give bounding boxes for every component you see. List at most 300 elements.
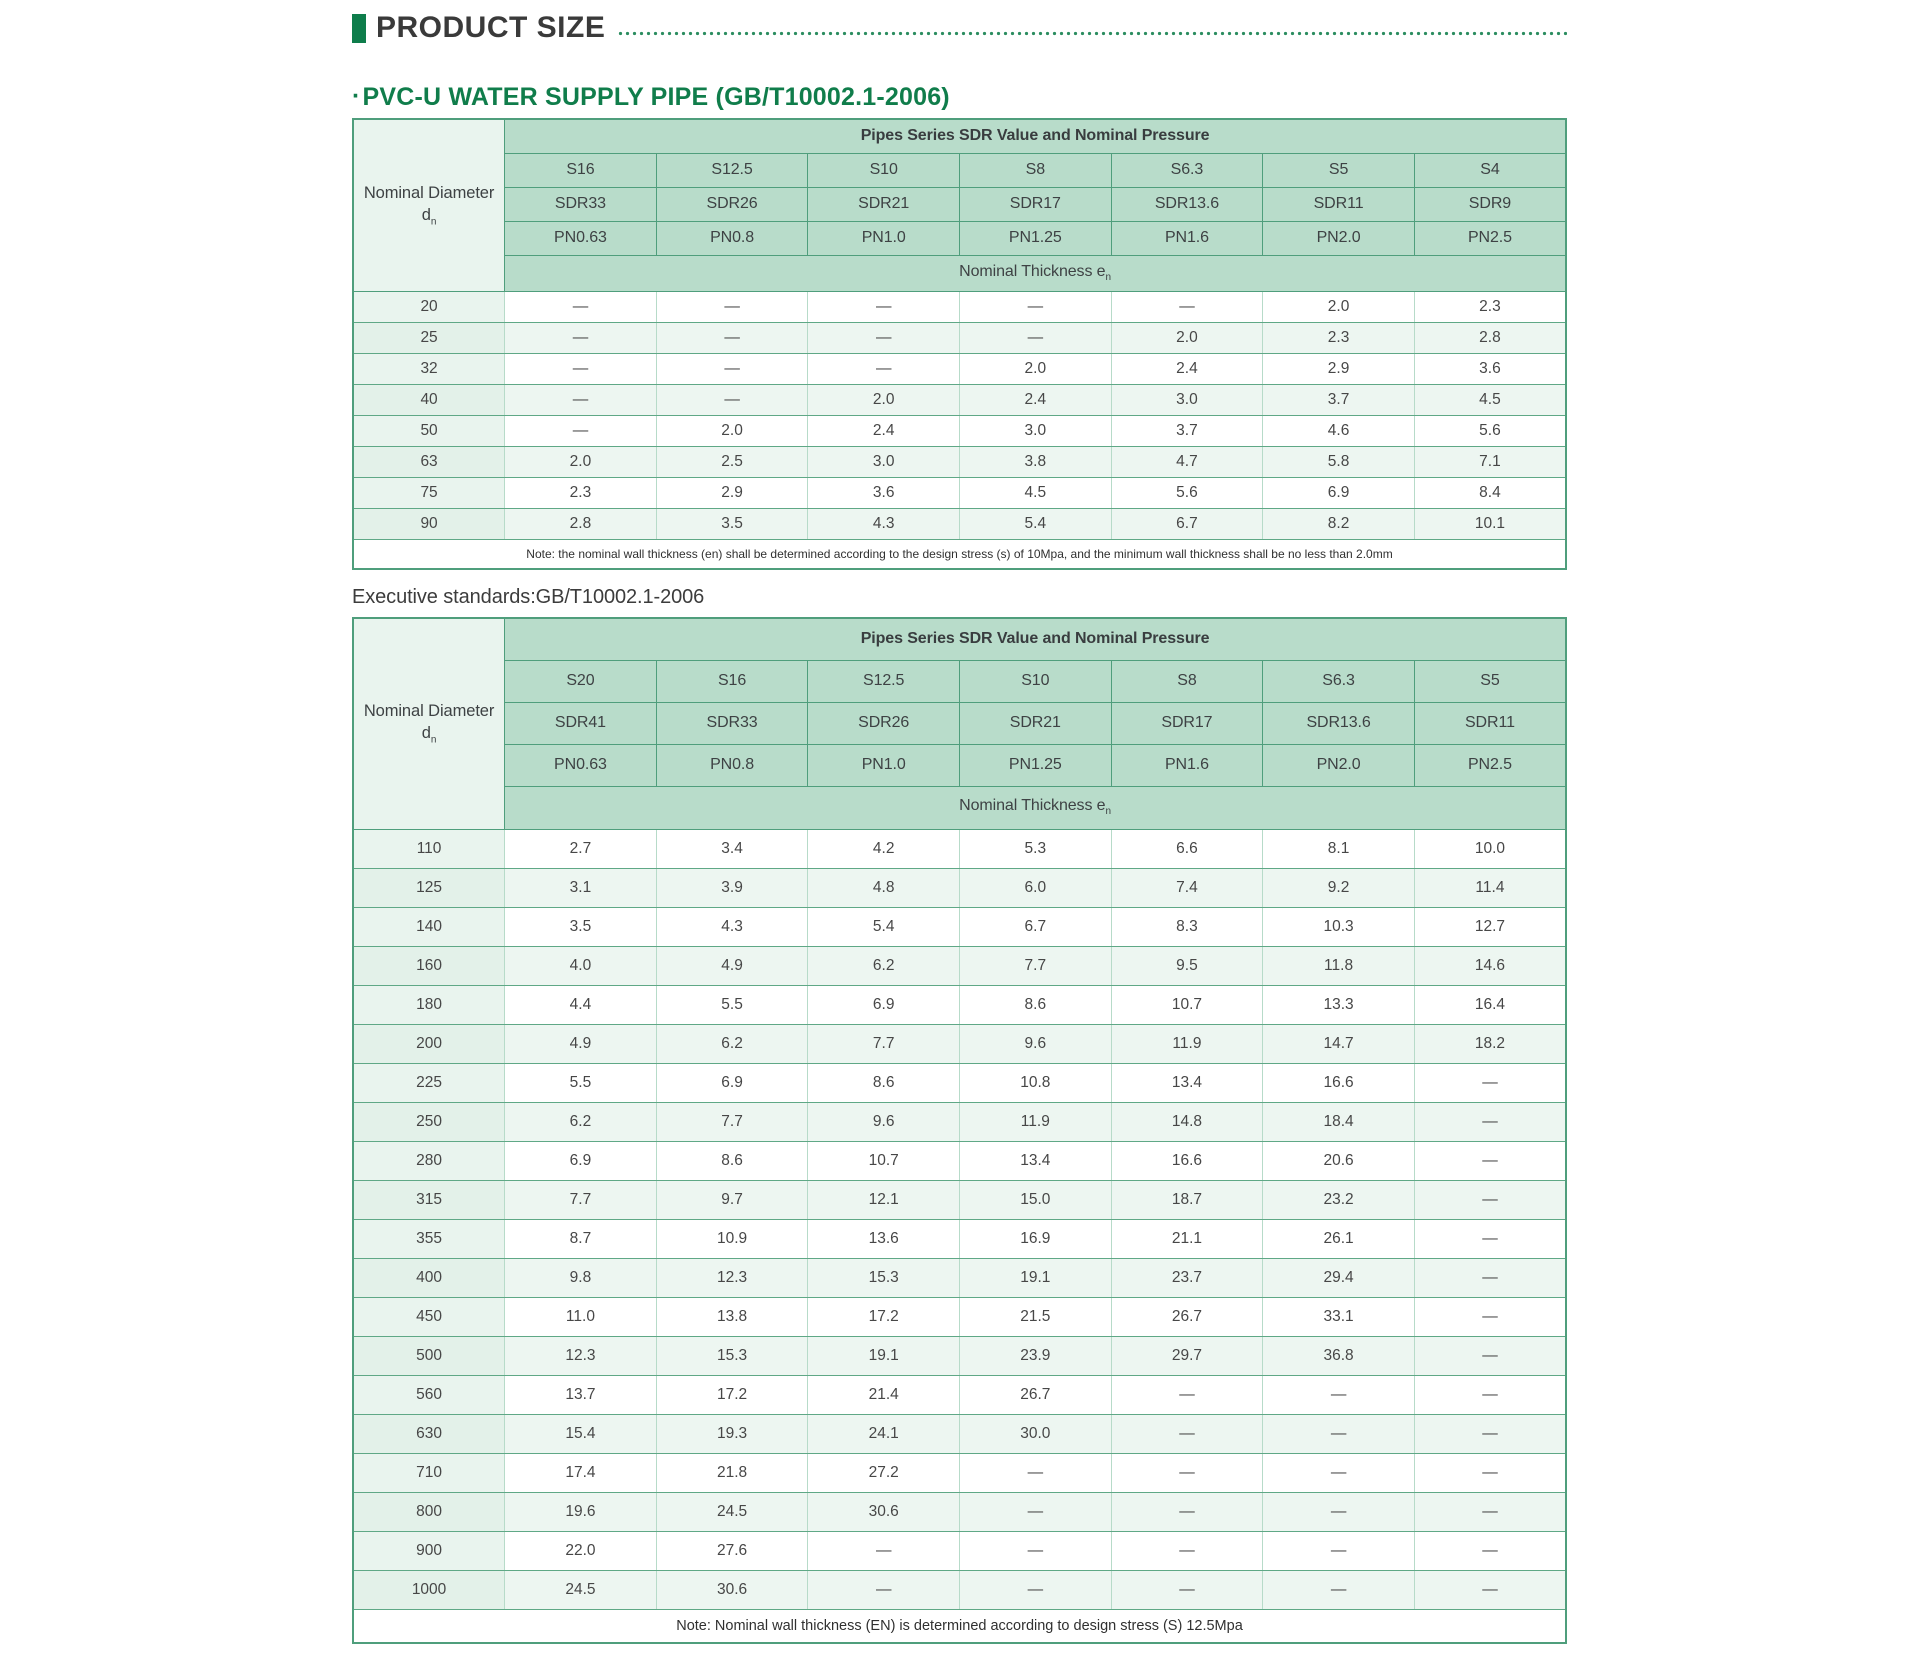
s-values-row — [353, 660, 1566, 702]
sdr-values-row — [353, 187, 1566, 221]
thickness-value-cell: 5.6 — [1414, 415, 1566, 446]
thickness-value-cell: 27.2 — [808, 1453, 960, 1492]
thickness-value-cell: 30.6 — [656, 1570, 808, 1609]
thickness-value-cell: 11.0 — [505, 1297, 657, 1336]
thickness-value-cell: — — [1111, 1492, 1263, 1531]
nominal-diameter-label: Nominal Diameter — [363, 183, 495, 202]
sdr-value-cell: SDR13.6 — [1111, 187, 1263, 221]
thickness-value-cell: — — [1111, 1414, 1263, 1453]
thickness-value-cell: 18.2 — [1414, 1024, 1566, 1063]
thickness-value-cell: — — [808, 291, 960, 322]
s-value-cell: S16 — [656, 660, 808, 702]
thickness-value-cell: 4.2 — [808, 829, 960, 868]
thickness-value-cell: — — [1414, 1141, 1566, 1180]
thickness-value-cell: — — [1414, 1453, 1566, 1492]
nominal-diameter-cell: 25 — [353, 322, 505, 353]
thickness-value-cell: — — [505, 384, 657, 415]
thickness-value-cell: 19.1 — [808, 1336, 960, 1375]
pn-value-cell: PN1.0 — [808, 744, 960, 786]
thickness-value-cell: — — [960, 1531, 1112, 1570]
table2-header-title: Pipes Series SDR Value and Nominal Pressure — [505, 618, 1566, 660]
product-subtitle — [352, 82, 1567, 112]
subtitle-bullet: · — [352, 82, 361, 110]
s-value-cell: S10 — [960, 660, 1112, 702]
pn-value-cell: PN1.25 — [960, 221, 1112, 255]
thickness-value-cell: 9.6 — [808, 1102, 960, 1141]
thickness-value-cell: 3.8 — [960, 446, 1112, 477]
nominal-diameter-cell: 125 — [353, 868, 505, 907]
thickness-value-cell: 3.6 — [808, 477, 960, 508]
thickness-value-cell: 11.4 — [1414, 868, 1566, 907]
thickness-value-cell: 5.4 — [808, 907, 960, 946]
thickness-value-cell: 2.9 — [656, 477, 808, 508]
thickness-value-cell: 3.0 — [1111, 384, 1263, 415]
thickness-value-cell: 2.9 — [1263, 353, 1415, 384]
thickness-value-cell: 14.6 — [1414, 946, 1566, 985]
thickness-value-cell: 8.1 — [1263, 829, 1415, 868]
subtitle-text: PVC-U WATER SUPPLY PIPE (GB/T10002.1-2006) — [362, 83, 950, 111]
nominal-diameter-cell: 225 — [353, 1063, 505, 1102]
thickness-value-cell: 2.4 — [960, 384, 1112, 415]
s-values-row — [353, 153, 1566, 187]
nominal-diameter-cell: 315 — [353, 1180, 505, 1219]
thickness-value-cell: — — [656, 384, 808, 415]
table-row — [353, 1453, 1566, 1492]
table-row — [353, 477, 1566, 508]
thickness-value-cell: 4.5 — [960, 477, 1112, 508]
thickness-value-cell: 5.6 — [1111, 477, 1263, 508]
thickness-value-cell: 13.8 — [656, 1297, 808, 1336]
table-row — [353, 1063, 1566, 1102]
thickness-value-cell: 8.4 — [1414, 477, 1566, 508]
nominal-diameter-cell: 110 — [353, 829, 505, 868]
thickness-value-cell: 5.8 — [1263, 446, 1415, 477]
thickness-value-cell: — — [808, 1570, 960, 1609]
sdr-value-cell: SDR41 — [505, 702, 657, 744]
thickness-value-cell: 3.6 — [1414, 353, 1566, 384]
table2-header — [353, 618, 1566, 829]
thickness-value-cell: — — [960, 1453, 1112, 1492]
thickness-value-cell: 8.7 — [505, 1219, 657, 1258]
thickness-value-cell: — — [505, 291, 657, 322]
s-value-cell: S8 — [1111, 660, 1263, 702]
thickness-value-cell: 10.7 — [1111, 985, 1263, 1024]
thickness-value-cell: 12.3 — [656, 1258, 808, 1297]
title-accent-bar — [352, 14, 366, 43]
thickness-value-cell: 15.3 — [656, 1336, 808, 1375]
sdr-value-cell: SDR9 — [1414, 187, 1566, 221]
thickness-value-cell: — — [1263, 1414, 1415, 1453]
thickness-value-cell: 6.9 — [656, 1063, 808, 1102]
thickness-value-cell: — — [1263, 1375, 1415, 1414]
thickness-value-cell: — — [1414, 1336, 1566, 1375]
thickness-value-cell: 20.6 — [1263, 1141, 1415, 1180]
sdr-value-cell: SDR26 — [808, 702, 960, 744]
pn-values-row — [353, 221, 1566, 255]
pn-value-cell: PN1.0 — [808, 221, 960, 255]
thickness-value-cell: 5.4 — [960, 508, 1112, 539]
thickness-value-cell: — — [656, 322, 808, 353]
dotted-divider — [617, 31, 1567, 36]
thickness-value-cell: 21.5 — [960, 1297, 1112, 1336]
sdr-value-cell: SDR33 — [656, 702, 808, 744]
thickness-value-cell: 18.7 — [1111, 1180, 1263, 1219]
pn-value-cell: PN1.25 — [960, 744, 1112, 786]
pn-values-row — [353, 744, 1566, 786]
nominal-diameter-header — [353, 618, 505, 829]
thickness-value-cell: — — [505, 322, 657, 353]
thickness-value-cell: — — [960, 291, 1112, 322]
thickness-value-cell: 9.5 — [1111, 946, 1263, 985]
thickness-value-cell: 2.4 — [808, 415, 960, 446]
nominal-thickness-header: Nominal Thickness $e_n$ — [505, 786, 1566, 829]
nominal-diameter-cell: 40 — [353, 384, 505, 415]
thickness-value-cell: — — [505, 415, 657, 446]
s-value-cell: S6.3 — [1263, 660, 1415, 702]
table1-footer — [353, 539, 1566, 569]
sdr-values-row — [353, 702, 1566, 744]
thickness-value-cell: 8.2 — [1263, 508, 1415, 539]
sdr-value-cell: SDR11 — [1263, 187, 1415, 221]
thickness-value-cell: 4.9 — [656, 946, 808, 985]
pn-value-cell: PN0.63 — [505, 744, 657, 786]
table-row — [353, 1141, 1566, 1180]
thickness-value-cell: 9.6 — [960, 1024, 1112, 1063]
nominal-thickness-header: Nominal Thickness $e_n$ — [505, 255, 1566, 291]
thickness-value-cell: 12.7 — [1414, 907, 1566, 946]
thickness-value-cell: 8.3 — [1111, 907, 1263, 946]
s-value-cell: S8 — [960, 153, 1112, 187]
thickness-value-cell: 16.4 — [1414, 985, 1566, 1024]
thickness-value-cell: 3.0 — [960, 415, 1112, 446]
thickness-value-cell: 15.4 — [505, 1414, 657, 1453]
thickness-value-cell: 13.4 — [1111, 1063, 1263, 1102]
thickness-value-cell: 2.3 — [1414, 291, 1566, 322]
thickness-value-cell: 10.8 — [960, 1063, 1112, 1102]
pn-value-cell: PN1.6 — [1111, 744, 1263, 786]
nominal-diameter-cell: 200 — [353, 1024, 505, 1063]
thickness-value-cell: 3.5 — [505, 907, 657, 946]
thickness-value-cell: 2.0 — [808, 384, 960, 415]
thickness-value-cell: 23.7 — [1111, 1258, 1263, 1297]
sdr-value-cell: SDR17 — [960, 187, 1112, 221]
table1-body — [353, 291, 1566, 539]
table-row — [353, 1375, 1566, 1414]
table-row — [353, 1570, 1566, 1609]
thickness-value-cell: 8.6 — [808, 1063, 960, 1102]
page-content — [352, 0, 1567, 1644]
thickness-value-cell: — — [1414, 1219, 1566, 1258]
table1-header — [353, 119, 1566, 291]
thickness-value-cell: — — [960, 1492, 1112, 1531]
thickness-value-cell: 6.2 — [656, 1024, 808, 1063]
thickness-value-cell: 6.6 — [1111, 829, 1263, 868]
thickness-value-cell: 10.7 — [808, 1141, 960, 1180]
table-row — [353, 1024, 1566, 1063]
thickness-value-cell: — — [960, 1570, 1112, 1609]
thickness-value-cell: — — [1111, 1453, 1263, 1492]
pn-value-cell: PN1.6 — [1111, 221, 1263, 255]
thickness-value-cell: 26.7 — [960, 1375, 1112, 1414]
thickness-value-cell: 21.4 — [808, 1375, 960, 1414]
sdr-value-cell: SDR11 — [1414, 702, 1566, 744]
thickness-value-cell: 5.5 — [656, 985, 808, 1024]
pipe-size-table-small-diameters — [352, 118, 1567, 570]
thickness-value-cell: — — [1414, 1063, 1566, 1102]
thickness-value-cell: 36.8 — [1263, 1336, 1415, 1375]
thickness-value-cell: 21.1 — [1111, 1219, 1263, 1258]
thickness-value-cell: 4.9 — [505, 1024, 657, 1063]
table-row — [353, 1336, 1566, 1375]
s-value-cell: S5 — [1263, 153, 1415, 187]
table-row — [353, 985, 1566, 1024]
sdr-value-cell: SDR21 — [960, 702, 1112, 744]
thickness-value-cell: 10.3 — [1263, 907, 1415, 946]
thickness-value-cell: 16.6 — [1263, 1063, 1415, 1102]
thickness-value-cell: — — [656, 353, 808, 384]
pn-value-cell: PN0.8 — [656, 744, 808, 786]
nominal-diameter-cell: 90 — [353, 508, 505, 539]
nominal-diameter-cell: 500 — [353, 1336, 505, 1375]
pn-value-cell: PN2.0 — [1263, 744, 1415, 786]
nominal-diameter-cell: 400 — [353, 1258, 505, 1297]
thickness-value-cell: 3.5 — [656, 508, 808, 539]
thickness-value-cell: — — [1414, 1258, 1566, 1297]
thickness-value-cell: 19.3 — [656, 1414, 808, 1453]
s-value-cell: S12.5 — [656, 153, 808, 187]
section-header — [352, 10, 1567, 46]
thickness-value-cell: 3.1 — [505, 868, 657, 907]
thickness-value-cell: — — [1414, 1297, 1566, 1336]
thickness-value-cell: 7.1 — [1414, 446, 1566, 477]
thickness-value-cell: — — [1414, 1102, 1566, 1141]
table-row — [353, 1180, 1566, 1219]
thickness-value-cell: 23.2 — [1263, 1180, 1415, 1219]
thickness-value-cell: — — [960, 322, 1112, 353]
thickness-value-cell: — — [1414, 1531, 1566, 1570]
thickness-value-cell: 3.7 — [1263, 384, 1415, 415]
table1-note: Note: the nominal wall thickness (en) shall be determined according to the design stress (s) of 10Mpa, and the minimum wall thickness shall be no less than 2.0mm — [353, 539, 1566, 569]
s-value-cell: S12.5 — [808, 660, 960, 702]
thickness-value-cell: 2.0 — [960, 353, 1112, 384]
table-row — [353, 1219, 1566, 1258]
thickness-value-cell: 11.8 — [1263, 946, 1415, 985]
nominal-diameter-cell: 75 — [353, 477, 505, 508]
thickness-value-cell: 26.7 — [1111, 1297, 1263, 1336]
thickness-value-cell: 7.7 — [656, 1102, 808, 1141]
thickness-value-cell: 13.7 — [505, 1375, 657, 1414]
thickness-value-cell: — — [808, 353, 960, 384]
nominal-diameter-cell: 160 — [353, 946, 505, 985]
nominal-diameter-label: Nominal Diameter — [363, 702, 495, 721]
nominal-diameter-cell: 250 — [353, 1102, 505, 1141]
thickness-value-cell: 16.6 — [1111, 1141, 1263, 1180]
table-row — [353, 829, 1566, 868]
table-row — [353, 384, 1566, 415]
table2-note: Note: Nominal wall thickness (EN) is determined according to design stress (S) 12.5Mpa — [353, 1609, 1566, 1643]
s-value-cell: S6.3 — [1111, 153, 1263, 187]
thickness-value-cell: 4.4 — [505, 985, 657, 1024]
thickness-value-cell: 2.5 — [656, 446, 808, 477]
thickness-value-cell: 33.1 — [1263, 1297, 1415, 1336]
sdr-value-cell: SDR13.6 — [1263, 702, 1415, 744]
thickness-value-cell: 6.7 — [960, 907, 1112, 946]
sdr-value-cell: SDR33 — [505, 187, 657, 221]
table-row — [353, 1492, 1566, 1531]
table1-header-title: Pipes Series SDR Value and Nominal Pressure — [505, 119, 1566, 153]
nominal-diameter-cell: 355 — [353, 1219, 505, 1258]
s-value-cell: S20 — [505, 660, 657, 702]
thickness-value-cell: 7.7 — [505, 1180, 657, 1219]
nominal-diameter-cell: 140 — [353, 907, 505, 946]
thickness-value-cell: 6.0 — [960, 868, 1112, 907]
thickness-value-cell: 2.3 — [505, 477, 657, 508]
pn-value-cell: PN2.0 — [1263, 221, 1415, 255]
thickness-value-cell: 14.8 — [1111, 1102, 1263, 1141]
table-row — [353, 1102, 1566, 1141]
table-row — [353, 1414, 1566, 1453]
thickness-value-cell: — — [1111, 1570, 1263, 1609]
thickness-value-cell: 2.4 — [1111, 353, 1263, 384]
pn-value-cell: PN2.5 — [1414, 744, 1566, 786]
pn-value-cell: PN2.5 — [1414, 221, 1566, 255]
thickness-value-cell: 2.7 — [505, 829, 657, 868]
thickness-value-cell: 17.4 — [505, 1453, 657, 1492]
sdr-value-cell: SDR17 — [1111, 702, 1263, 744]
thickness-value-cell: 15.0 — [960, 1180, 1112, 1219]
thickness-value-cell: 12.3 — [505, 1336, 657, 1375]
thickness-value-cell: 6.2 — [505, 1102, 657, 1141]
thickness-value-cell: 29.7 — [1111, 1336, 1263, 1375]
thickness-value-cell: 2.3 — [1263, 322, 1415, 353]
thickness-value-cell: 4.3 — [656, 907, 808, 946]
thickness-value-cell: 11.9 — [1111, 1024, 1263, 1063]
s-value-cell: S4 — [1414, 153, 1566, 187]
nominal-diameter-cell: 180 — [353, 985, 505, 1024]
thickness-value-cell: 11.9 — [960, 1102, 1112, 1141]
nominal-diameter-cell: 710 — [353, 1453, 505, 1492]
thickness-value-cell: 2.8 — [1414, 322, 1566, 353]
nominal-diameter-cell: 1000 — [353, 1570, 505, 1609]
table-row — [353, 322, 1566, 353]
table-row — [353, 446, 1566, 477]
thickness-value-cell: 29.4 — [1263, 1258, 1415, 1297]
nominal-diameter-cell: 20 — [353, 291, 505, 322]
thickness-value-cell: 6.7 — [1111, 508, 1263, 539]
nominal-diameter-cell: 630 — [353, 1414, 505, 1453]
thickness-value-cell: 22.0 — [505, 1531, 657, 1570]
thickness-value-cell: 9.8 — [505, 1258, 657, 1297]
thickness-value-cell: — — [808, 1531, 960, 1570]
thickness-value-cell: 10.9 — [656, 1219, 808, 1258]
thickness-value-cell: 30.6 — [808, 1492, 960, 1531]
thickness-value-cell: 3.4 — [656, 829, 808, 868]
thickness-value-cell: 9.2 — [1263, 868, 1415, 907]
thickness-value-cell: 24.5 — [505, 1570, 657, 1609]
thickness-value-cell: 2.0 — [505, 446, 657, 477]
thickness-value-cell: 5.5 — [505, 1063, 657, 1102]
table-row — [353, 946, 1566, 985]
table2-body — [353, 829, 1566, 1609]
pn-value-cell: PN0.8 — [656, 221, 808, 255]
thickness-value-cell: 23.9 — [960, 1336, 1112, 1375]
thickness-value-cell: 4.0 — [505, 946, 657, 985]
table-row — [353, 415, 1566, 446]
thickness-value-cell: 27.6 — [656, 1531, 808, 1570]
thickness-value-cell: — — [1414, 1375, 1566, 1414]
table-row — [353, 907, 1566, 946]
s-value-cell: S5 — [1414, 660, 1566, 702]
thickness-value-cell: 5.3 — [960, 829, 1112, 868]
thickness-value-cell: 14.7 — [1263, 1024, 1415, 1063]
thickness-value-cell: 15.3 — [808, 1258, 960, 1297]
thickness-value-cell: 7.4 — [1111, 868, 1263, 907]
thickness-value-cell: 3.0 — [808, 446, 960, 477]
thickness-value-cell: 2.0 — [656, 415, 808, 446]
thickness-value-cell: 8.6 — [656, 1141, 808, 1180]
thickness-value-cell: 13.3 — [1263, 985, 1415, 1024]
thickness-value-cell: 4.3 — [808, 508, 960, 539]
thickness-value-cell: 3.9 — [656, 868, 808, 907]
thickness-value-cell: 24.5 — [656, 1492, 808, 1531]
thickness-value-cell: — — [1414, 1570, 1566, 1609]
thickness-value-cell: — — [808, 322, 960, 353]
s-value-cell: S10 — [808, 153, 960, 187]
nominal-diameter-cell: 560 — [353, 1375, 505, 1414]
thickness-value-cell: 3.7 — [1111, 415, 1263, 446]
thickness-value-cell: 13.4 — [960, 1141, 1112, 1180]
nominal-diameter-cell: 50 — [353, 415, 505, 446]
thickness-value-cell: 16.9 — [960, 1219, 1112, 1258]
thickness-value-cell: — — [1111, 291, 1263, 322]
thickness-value-cell: 2.0 — [1111, 322, 1263, 353]
table-row — [353, 1531, 1566, 1570]
nominal-diameter-symbol: $d_n$ — [421, 724, 437, 746]
thickness-value-cell: 10.0 — [1414, 829, 1566, 868]
thickness-value-cell: 18.4 — [1263, 1102, 1415, 1141]
thickness-value-cell: — — [1111, 1531, 1263, 1570]
thickness-value-cell: — — [505, 353, 657, 384]
thickness-value-cell: 7.7 — [960, 946, 1112, 985]
table-row — [353, 1297, 1566, 1336]
thickness-value-cell: 6.9 — [1263, 477, 1415, 508]
nominal-diameter-symbol: $d_n$ — [421, 205, 437, 228]
thickness-value-cell: 10.1 — [1414, 508, 1566, 539]
thickness-value-cell: 6.2 — [808, 946, 960, 985]
thickness-value-cell: 4.8 — [808, 868, 960, 907]
nominal-diameter-cell: 450 — [353, 1297, 505, 1336]
pipe-size-table-large-diameters — [352, 617, 1567, 1644]
thickness-value-cell: 26.1 — [1263, 1219, 1415, 1258]
thickness-value-cell: — — [1111, 1375, 1263, 1414]
nominal-diameter-cell: 900 — [353, 1531, 505, 1570]
executive-standards-text: Executive standards:GB/T10002.1-2006 — [352, 586, 705, 608]
pn-value-cell: PN0.63 — [505, 221, 657, 255]
nominal-diameter-header — [353, 119, 505, 291]
nominal-diameter-cell: 32 — [353, 353, 505, 384]
thickness-value-cell: — — [1263, 1492, 1415, 1531]
thickness-value-cell: 7.7 — [808, 1024, 960, 1063]
table-row — [353, 868, 1566, 907]
thickness-value-cell: 19.1 — [960, 1258, 1112, 1297]
nominal-diameter-cell: 280 — [353, 1141, 505, 1180]
table-row — [353, 1258, 1566, 1297]
thickness-value-cell: 17.2 — [656, 1375, 808, 1414]
thickness-value-cell: 9.7 — [656, 1180, 808, 1219]
thickness-value-cell: 19.6 — [505, 1492, 657, 1531]
thickness-value-cell: 8.6 — [960, 985, 1112, 1024]
thickness-value-cell: — — [656, 291, 808, 322]
